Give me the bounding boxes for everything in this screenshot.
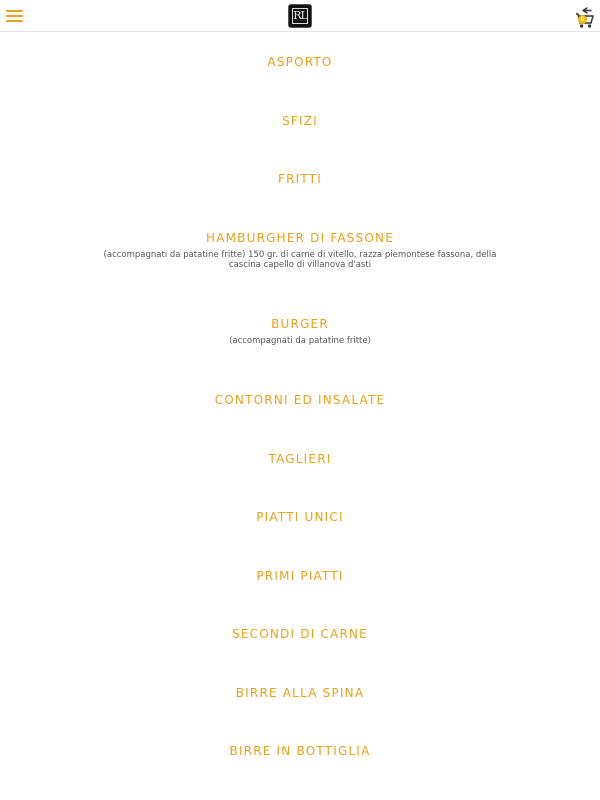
category-item[interactable] — [0, 230, 600, 270]
category-title: PIATTI UNICI — [256, 510, 344, 524]
category-item[interactable] — [0, 685, 600, 701]
top-bar — [0, 0, 600, 32]
category-title: PRIMI PIATTI — [256, 569, 344, 583]
category-item[interactable] — [0, 451, 600, 467]
category-title: BURGER — [271, 317, 329, 331]
category-item[interactable] — [0, 54, 600, 70]
cart-count-badge: 0 — [578, 15, 587, 24]
category-item[interactable] — [0, 626, 600, 642]
category-title: TAGLIERI — [268, 452, 332, 466]
hamburger-menu-icon[interactable] — [6, 9, 24, 23]
category-title: ASPORTO — [267, 55, 333, 69]
category-title: SECONDI DI CARNE — [232, 627, 368, 641]
category-item[interactable] — [0, 392, 600, 408]
cart-button[interactable] — [574, 5, 596, 29]
category-item[interactable] — [0, 171, 600, 187]
restaurant-logo[interactable] — [288, 4, 312, 28]
category-title: HAMBURGHER DI FASSONE — [205, 231, 395, 245]
category-item[interactable] — [0, 113, 600, 129]
category-description: (accompagnati da patatine fritte) 150 gr. di carne di vitello, razza piemontese fassona, della cascina capello di villanova d'asti — [103, 250, 497, 270]
category-title: BIRRE ALLA SPINA — [235, 686, 365, 700]
category-title: SFIZI — [282, 114, 318, 128]
category-item[interactable] — [0, 509, 600, 525]
category-description: (accompagnati da patatine fritte) — [229, 336, 371, 346]
category-title: CONTORNI ED INSALATE — [214, 393, 386, 407]
category-item[interactable] — [0, 316, 600, 346]
category-title: BIRRE IN BOTTIGLIA — [229, 744, 371, 758]
category-item[interactable] — [0, 568, 600, 584]
category-item[interactable] — [0, 743, 600, 759]
logo-monogram: RL — [293, 9, 307, 22]
category-title: FRITTI — [278, 172, 322, 186]
